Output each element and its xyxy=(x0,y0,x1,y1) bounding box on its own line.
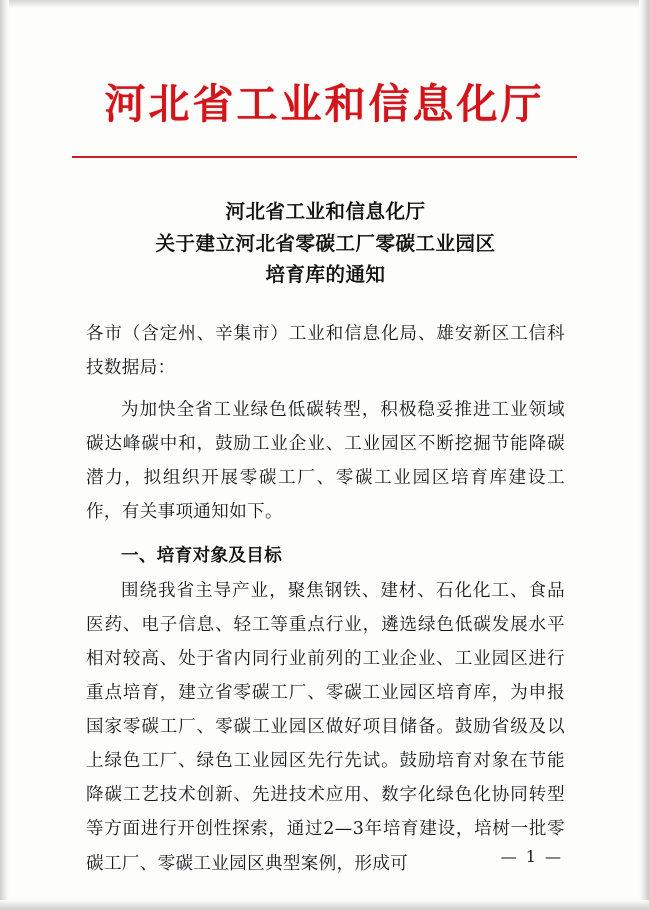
letterhead-organization: 河北省工业和信息化厅 xyxy=(104,80,545,128)
letterhead-red-rule xyxy=(72,156,577,158)
scan-edge-top xyxy=(0,0,649,8)
document-title xyxy=(86,196,565,291)
letterhead xyxy=(0,82,649,127)
document-title-line-2: 关于建立河北省零碳工厂零碳工业园区 xyxy=(155,231,496,255)
scan-edge-left xyxy=(0,0,9,910)
document-body xyxy=(86,196,565,881)
scan-edge-right xyxy=(639,0,649,910)
document-section-heading: 一、培育对象及目标 xyxy=(121,546,283,567)
scan-edge-bottom xyxy=(0,900,649,910)
document-title-line-1: 河北省工业和信息化厅 xyxy=(225,200,426,223)
document-paragraph-intro: 为加快全省工业绿色低碳转型，积极稳妥推进工业领域碳达峰碳中和，鼓励工业企业、工业园区不断挖掘节能降碳潜力，拟组织开展零碳工厂、零碳工业园区培育库建设工作，有关事项通知如下。 xyxy=(86,399,565,523)
page-number: — 1 — xyxy=(500,847,563,866)
document-addressee: 各市（含定州、辛集市）工业和信息化局、雄安新区工信科技数据局： xyxy=(86,323,565,378)
document-section-paragraph: 围绕我省主导产业，聚焦钢铁、建材、石化化工、食品医药、电子信息、轻工等重点行业，遴选绿色低碳发展水平相对较高、处于省内同行业前列的工业企业、工业园区进行重点培育，建立省零碳工厂、零碳工业园区培育库，为申报国家零碳工厂、零碳工业园区做好项目储备。鼓励省级及以上绿色工厂、绿色工业园区先行先试。鼓励培育对象在节能降碳工艺技术创新、先进技术应用、数字化绿色化协同转型等方面进行开创性探索，通过2—3年培育建设，培树一批零碳工厂、零碳工业园区典型案例，形成可 xyxy=(86,580,565,874)
document-title-line-3: 培育库的通知 xyxy=(265,263,386,287)
